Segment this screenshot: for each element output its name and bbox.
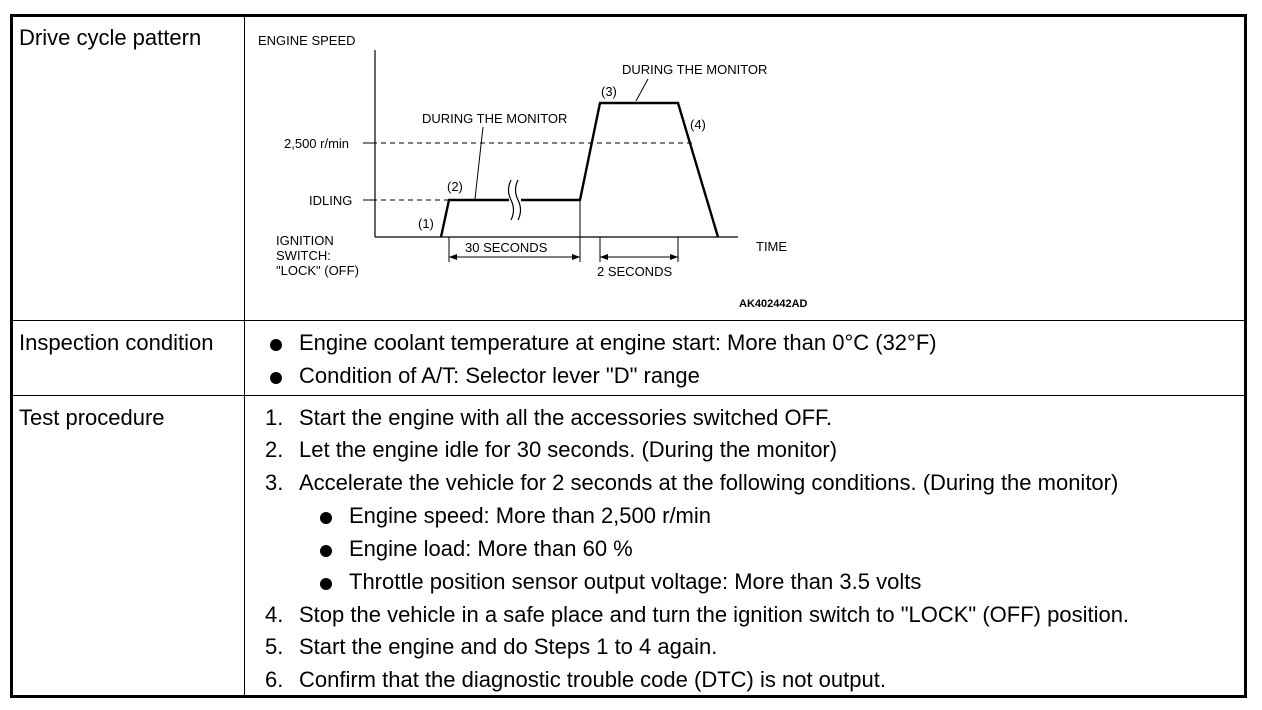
step-number: 6. bbox=[265, 667, 284, 692]
break-mark bbox=[516, 180, 521, 220]
monitor-label-1: DURING THE MONITOR bbox=[422, 111, 568, 126]
step-number: 4. bbox=[265, 602, 284, 627]
row-label-drive-cycle: Drive cycle pattern bbox=[19, 25, 202, 50]
step-text: Let the engine idle for 30 seconds. (During the monitor) bbox=[299, 437, 838, 462]
step-2-label: (2) bbox=[447, 179, 463, 194]
step-number: 1. bbox=[265, 405, 284, 430]
condition-item: Engine speed: More than 2,500 r/min bbox=[349, 503, 712, 528]
bullet-icon bbox=[320, 545, 332, 557]
step-number: 5. bbox=[265, 634, 284, 659]
inspection-item: Engine coolant temperature at engine start: More than 0°C (32°F) bbox=[299, 330, 937, 355]
row-label-inspection: Inspection condition bbox=[19, 330, 214, 355]
x-axis-label: TIME bbox=[756, 239, 788, 254]
bullet-icon bbox=[320, 578, 332, 590]
monitor-label-2: DURING THE MONITOR bbox=[622, 62, 768, 77]
step-text: Stop the vehicle in a safe place and turn the ignition switch to "LOCK" (OFF) position. bbox=[299, 602, 1130, 627]
engine-speed-profile bbox=[441, 200, 509, 237]
step-text: Start the engine with all the accessories switched OFF. bbox=[299, 405, 833, 430]
duration-2-label: 2 SECONDS bbox=[597, 264, 673, 279]
row-label-test-procedure: Test procedure bbox=[19, 405, 165, 430]
step-number: 3. bbox=[265, 470, 284, 495]
step-1-label: (1) bbox=[418, 216, 434, 231]
ignition-label-2: SWITCH: bbox=[276, 248, 331, 263]
condition-item: Throttle position sensor output voltage: More than 3.5 volts bbox=[349, 569, 922, 594]
ignition-label-3: "LOCK" (OFF) bbox=[276, 263, 359, 278]
rpm-2500-label: 2,500 r/min bbox=[284, 136, 350, 151]
idle-label: IDLING bbox=[309, 193, 353, 208]
step-4-label: (4) bbox=[690, 117, 706, 132]
bullet-icon bbox=[270, 339, 282, 351]
row-divider bbox=[13, 320, 1244, 321]
step-text: Confirm that the diagnostic trouble code (DTC) is not output. bbox=[299, 667, 886, 692]
duration-30-label: 30 SECONDS bbox=[465, 240, 548, 255]
condition-item: Engine load: More than 60 % bbox=[349, 536, 633, 561]
step-number: 2. bbox=[265, 437, 284, 462]
step-text: Start the engine and do Steps 1 to 4 again. bbox=[299, 634, 718, 659]
ignition-label-1: IGNITION bbox=[276, 233, 334, 248]
drive-cycle-diagram bbox=[245, 17, 1245, 320]
step-3-label: (3) bbox=[601, 84, 617, 99]
inspection-item: Condition of A/T: Selector lever "D" range bbox=[299, 363, 700, 388]
bullet-icon bbox=[320, 512, 332, 524]
step-text: Accelerate the vehicle for 2 seconds at the following conditions. (During the monitor) bbox=[299, 470, 1119, 495]
bullet-icon bbox=[270, 372, 282, 384]
figure-id: AK402442AD bbox=[739, 298, 808, 310]
y-axis-label: ENGINE SPEED bbox=[258, 33, 356, 48]
break-mark bbox=[509, 180, 514, 220]
procedure-table bbox=[10, 14, 1247, 698]
row-divider bbox=[13, 395, 1244, 396]
